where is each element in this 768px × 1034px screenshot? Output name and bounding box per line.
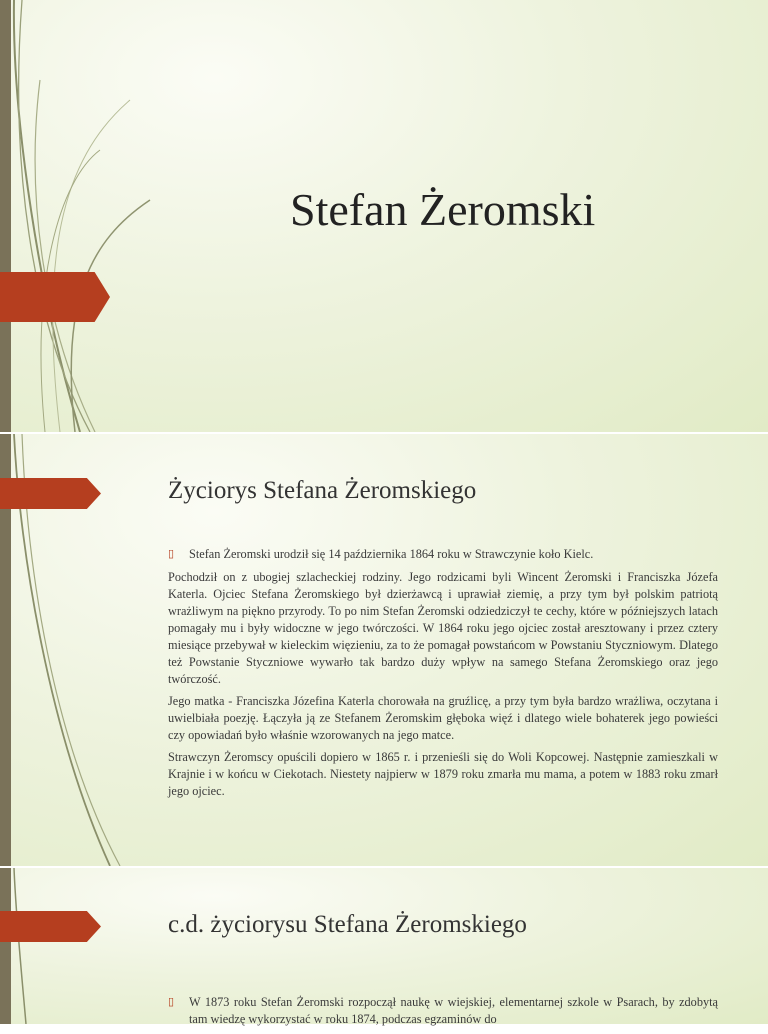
paragraph: Pochodził on z ubogiej szlacheckiej rodziny. Jego rodzicami byli Wincent Żeromski i Franciszka Józefa Katerla. Ojciec Stefana Żeromskiego był dzierżawcą i uprawiał ziemię, a przy tym był polskim patriotą wrażliwym na piękno przyrody. To po nim Stefan Żeromski odziedziczył te cechy, które w późniejszych latach pomagały mu i były widoczne w jego twórczości. W 1864 roku jego ojciec został aresztowany i przez cztery miesiące przebywał w kieleckim więzieniu, za to że pomagał powstańcom w Powstaniu Styczniowym. Dlatego też Powstanie Styczniowe wywarło tak bardzo duży wpływ na samego Stefana Żeromskiego oraz jego twórczość. bbox=[168, 570, 718, 686]
slide-body bbox=[168, 546, 718, 805]
bullet-item: ▯ W 1873 roku Stefan Żeromski rozpoczął naukę w wiejskiej, elementarnej szkole w Psarach, by zdobytą tam wiedzę wykorzystać w roku 1874, podczas egzaminów do bbox=[168, 995, 718, 1026]
slide-body bbox=[168, 994, 718, 1034]
red-arrow-marker bbox=[0, 911, 101, 942]
decorative-curves bbox=[0, 0, 200, 432]
decorative-curves bbox=[0, 868, 80, 1024]
paragraph: Jego matka - Franciszka Józefina Katerla chorowała na gruźlicę, a przy tym była bardzo wrażliwa, oczytana i uwielbiała poezję. Łączyła ją ze Stefanem Żeromskim głęboka więź i dlatego wiele bohaterek jego powieści czy opowiadań było właśnie wzorowanych na jego matce. bbox=[168, 694, 718, 742]
paragraph: Strawczyn Żeromscy opuścili dopiero w 1865 r. i przenieśli się do Woli Kopcowej. Następnie zamieszkali w Krajnie i w końcu w Ciekotach. Niestety najpierw w 1879 roku zmarła mu mama, a potem w 1883 roku zmarł jego ojciec. bbox=[168, 750, 718, 798]
bullet-marker-icon: ▯ bbox=[168, 996, 175, 1008]
slide-title: Życiorys Stefana Żeromskiego bbox=[168, 477, 477, 504]
red-arrow-marker bbox=[0, 272, 110, 322]
presentation-title: Stefan Żeromski bbox=[290, 184, 596, 235]
bullet-marker-icon: ▯ bbox=[168, 548, 175, 560]
slide-title: c.d. życiorysu Stefana Żeromskiego bbox=[168, 911, 527, 938]
red-arrow-marker bbox=[0, 478, 101, 509]
title-slide bbox=[0, 0, 768, 432]
bullet-item: ▯ Stefan Żeromski urodził się 14 października 1864 roku w Strawczynie koło Kielc. bbox=[168, 547, 594, 561]
